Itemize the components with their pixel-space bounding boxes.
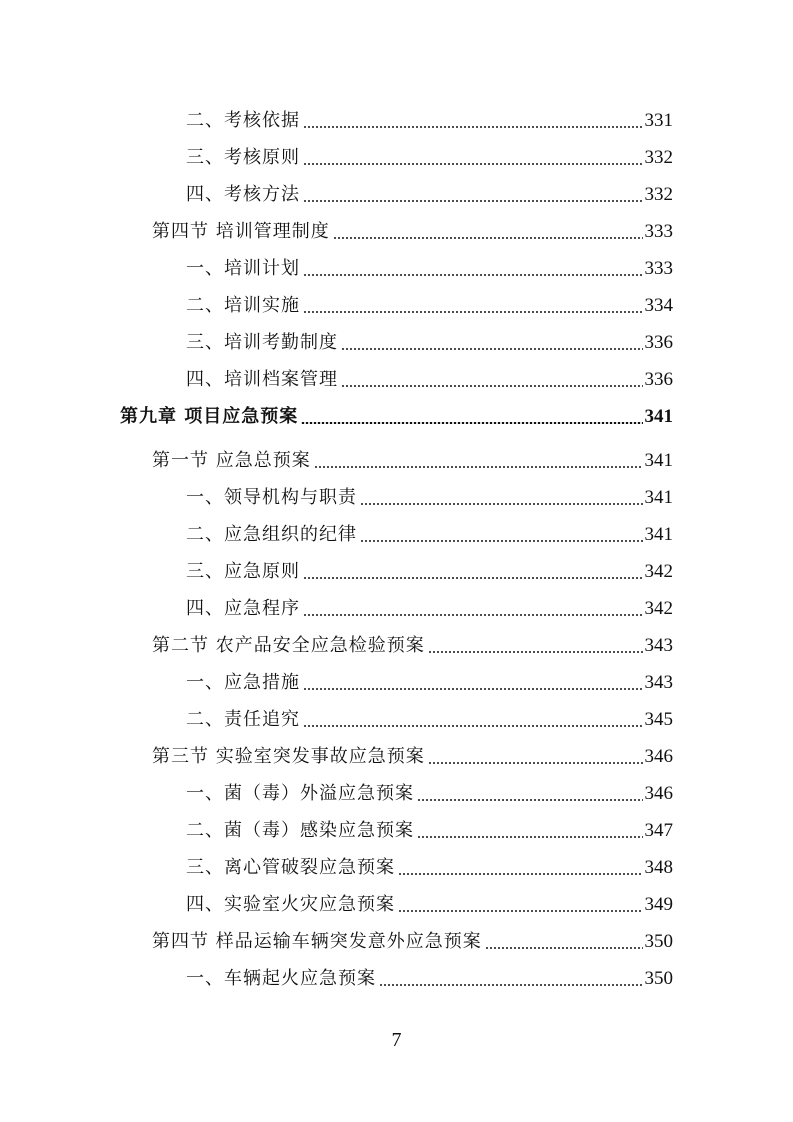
toc-entry-page: 350 (644, 968, 673, 989)
toc-entry-page: 349 (644, 894, 673, 915)
toc-entry-label: 三、应急原则 (186, 561, 300, 582)
toc-entry-page: 348 (644, 857, 673, 878)
toc-entry[interactable] (186, 594, 673, 620)
toc-section-entry[interactable] (152, 446, 673, 472)
toc-entry-page: 345 (644, 709, 673, 730)
dot-leader (303, 577, 643, 579)
toc-entry[interactable] (186, 816, 673, 842)
toc-section-entry[interactable] (152, 631, 673, 657)
toc-entry-page: 342 (644, 598, 673, 619)
toc-entry-page: 331 (644, 110, 673, 131)
page-number: 7 (391, 1029, 402, 1051)
toc-entry-page: 333 (644, 258, 673, 279)
toc-entry-label: 四、应急程序 (186, 598, 300, 619)
toc-entry-page: 341 (644, 487, 673, 508)
toc-entry[interactable] (186, 853, 673, 879)
toc-entry-label: 二、应急组织的纪律 (186, 524, 357, 545)
toc-entry-page: 332 (644, 184, 673, 205)
dot-leader (417, 799, 643, 801)
toc-entry-label: 二、菌（毒）感染应急预案 (186, 820, 414, 841)
dot-leader (303, 725, 643, 727)
toc-entry[interactable] (186, 890, 673, 916)
toc-section-entry[interactable] (152, 742, 673, 768)
dot-leader (303, 614, 643, 616)
dot-leader (485, 947, 643, 949)
dot-leader (398, 873, 643, 875)
toc-entry-page: 332 (644, 147, 673, 168)
toc-entry-label: 一、车辆起火应急预案 (186, 968, 376, 989)
toc-entry-label: 三、培训考勤制度 (186, 332, 338, 353)
toc-entry-page: 333 (644, 221, 673, 242)
toc-entry-page: 343 (644, 672, 673, 693)
toc-entry[interactable] (186, 180, 673, 206)
dot-leader (341, 385, 643, 387)
toc-entry-page: 341 (644, 524, 673, 545)
dot-leader (333, 237, 643, 239)
toc-entry[interactable] (186, 328, 673, 354)
toc-entry-label: 二、责任追究 (186, 709, 300, 730)
toc-entry-label: 一、领导机构与职责 (186, 487, 357, 508)
toc-entry-page: 334 (644, 295, 673, 316)
toc-entry[interactable] (186, 483, 673, 509)
dot-leader (341, 348, 643, 350)
toc-entry[interactable] (186, 254, 673, 280)
dot-leader (303, 163, 643, 165)
toc-entry-page: 346 (644, 746, 673, 767)
toc-entry-label: 四、考核方法 (186, 184, 300, 205)
dot-leader (428, 762, 643, 764)
toc-entry-label: 一、应急措施 (186, 672, 300, 693)
toc-entry[interactable] (186, 520, 673, 546)
toc-entry-label: 二、培训实施 (186, 295, 300, 316)
toc-entry-label: 第一节 应急总预案 (152, 450, 311, 471)
dot-leader (417, 836, 643, 838)
toc-entry-label: 三、离心管破裂应急预案 (186, 857, 395, 878)
toc-entry-page: 343 (644, 635, 673, 656)
toc-entry-label: 四、培训档案管理 (186, 369, 338, 390)
dot-leader (360, 503, 643, 505)
toc-entry-label: 第二节 农产品安全应急检验预案 (152, 635, 425, 656)
dot-leader (428, 651, 643, 653)
dot-leader (398, 910, 643, 912)
dot-leader (303, 688, 643, 690)
toc-entry-page: 336 (644, 369, 673, 390)
toc-entry-page: 346 (644, 783, 673, 804)
toc-entry[interactable] (186, 106, 673, 132)
dot-leader (303, 311, 643, 313)
dot-leader (314, 466, 643, 468)
toc-entry-label: 一、培训计划 (186, 258, 300, 279)
toc-entry[interactable] (186, 779, 673, 805)
dot-leader (301, 422, 642, 424)
dot-leader (303, 126, 643, 128)
toc-entry-label: 第四节 培训管理制度 (152, 221, 330, 242)
toc-entry-label: 第四节 样品运输车辆突发意外应急预案 (152, 931, 482, 952)
toc-entry[interactable] (186, 291, 673, 317)
toc-entry[interactable] (186, 705, 673, 731)
toc-entry[interactable] (186, 668, 673, 694)
toc-entry[interactable] (186, 143, 673, 169)
toc-entry-page: 341 (644, 406, 673, 427)
toc-section-entry[interactable] (152, 217, 673, 243)
toc-entry-page: 347 (644, 820, 673, 841)
toc-entry[interactable] (186, 964, 673, 990)
dot-leader (360, 540, 643, 542)
toc-entry-label: 二、考核依据 (186, 110, 300, 131)
dot-leader (303, 274, 643, 276)
toc-entry[interactable] (186, 557, 673, 583)
dot-leader (379, 984, 643, 986)
toc-entry-label: 四、实验室火灾应急预案 (186, 894, 395, 915)
dot-leader (303, 200, 643, 202)
toc-entry-page: 342 (644, 561, 673, 582)
toc-entry-page: 336 (644, 332, 673, 353)
toc-entry[interactable] (186, 365, 673, 391)
toc-entry-page: 341 (644, 450, 673, 471)
toc-entry-label: 第三节 实验室突发事故应急预案 (152, 746, 425, 767)
toc-chapter-entry[interactable] (120, 402, 673, 428)
toc-section-entry[interactable] (152, 927, 673, 953)
toc-entry-label: 一、菌（毒）外溢应急预案 (186, 783, 414, 804)
toc-entry-label: 三、考核原则 (186, 147, 300, 168)
toc-entry-page: 350 (644, 931, 673, 952)
toc-entry-label: 第九章 项目应急预案 (120, 406, 299, 427)
